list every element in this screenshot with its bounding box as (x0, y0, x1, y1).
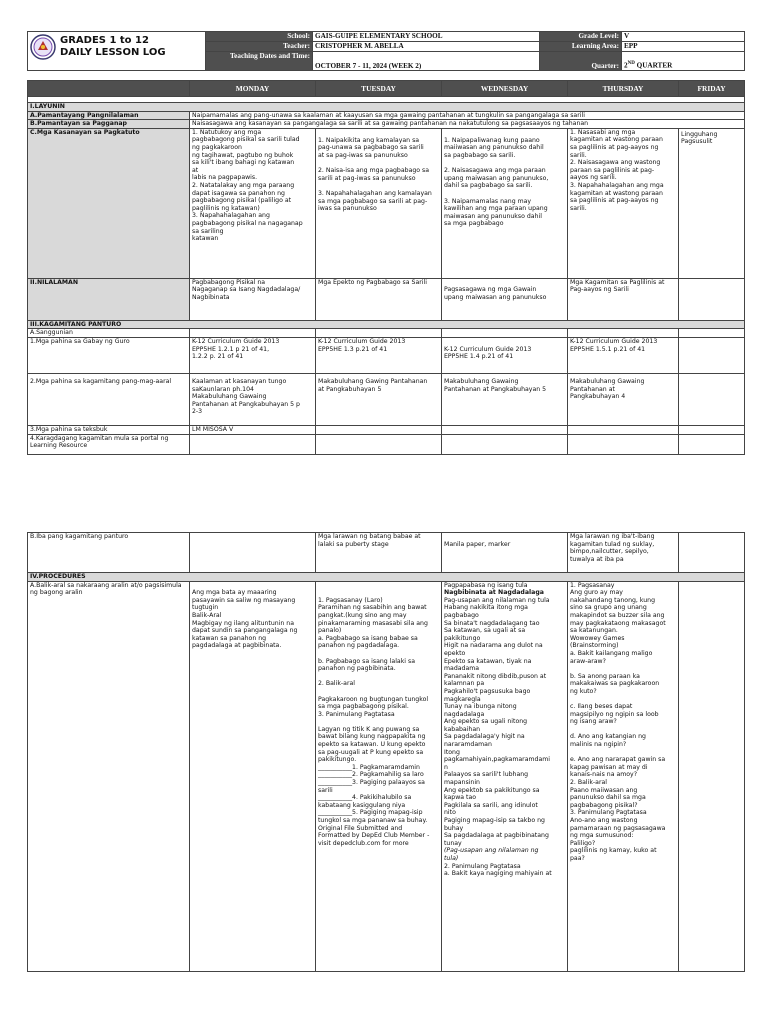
grade-value: V (622, 32, 745, 42)
gabay-guro-monday: K-12 Curriculum Guide 2013 EPP5HE 1.2.1 p 21 of 41, 1.2.2 p. 21 of 41 (190, 337, 316, 373)
kasanayan-friday: Lingguhang Pagsusulit (679, 128, 745, 278)
balik-aral-thursday: 1. Pagsasanay Ang guro ay may nakahandang tanong, kung sino sa grupo ang unang makapindot sa buzzer sila ang may pagkakataong makasagot sa katanungan. Wowowey Games (Brainstorming) a. Bakit kailangang maligo araw-araw? b. Sa anong paraan ka makakaiwas sa pagkakaroon ng kuto? c. Ilang beses dapat magsipilyo ng ngipin sa loob ng isang araw? d. Ano ang katangian ng malinis na ngipin? e. Ano ang nararapat gawin sa kapag pawisan at may di kanais-nais na amoy? 2. Balik-aral Paano maiiwasan ang panunukso dahil sa mga pagbabagong pisikal? 3. Panimulang Pagtatasa Ano-ano ang wastong pamamaraan ng pagsasagawa ng mga sumusunod: Paliligo? paglilinis ng kamay, kuko at paa? (568, 581, 679, 971)
day-wednesday: WEDNESDAY (442, 81, 568, 97)
tula-intro: Pagpapabasa ng isang tula (444, 581, 528, 589)
portal-label: 4.Karagdagang kagamitan mula sa portal ng Learning Resource (28, 434, 190, 454)
day-monday: MONDAY (190, 81, 316, 97)
page-header (27, 31, 744, 71)
day-tuesday: TUESDAY (316, 81, 442, 97)
nilalaman-label: II.NILALAMAN (28, 278, 190, 320)
day-header-row (28, 81, 745, 97)
title-line1: GRADES 1 to 12 (60, 35, 149, 46)
school-label: School: (206, 32, 313, 42)
gabay-guro-friday (679, 337, 745, 373)
kasanayan-row (28, 128, 745, 278)
gabay-guro-wednesday: K-12 Curriculum Guide 2013 EPP5HE 1.4 p.21 of 41 (442, 337, 568, 373)
teksbuk-wednesday (442, 425, 568, 434)
balik-aral-label: A.Balik-aral sa nakaraang aralin at/o pagsisimula ng bagong aralin (28, 581, 190, 971)
pagganap-text: Naisasagawa ang kasanayan sa pangangalaga sa sarili at sa gawaing pantahanan na nakatutulong sa pagsasaayos ng tahanan (190, 120, 745, 129)
iba-pang-kagamitan-monday (190, 533, 316, 573)
area-value: EPP (622, 42, 745, 52)
nilalaman-thursday: Mga Kagamitan sa Paglilinis at Pag-aayos ng Sarili (568, 278, 679, 320)
logo-title-block (28, 32, 206, 71)
school-value: GAIS-GUIPE ELEMENTARY SCHOOL (313, 32, 540, 42)
pamantayang-row (28, 111, 745, 120)
nilalaman-monday: Pagbabagong Pisikal na Nagaganap sa Isang Nagdadalaga/ Nagbibinata (190, 278, 316, 320)
quarter-number: 2 (624, 61, 628, 70)
kasanayan-monday: 1. Natutukoy ang mga pagbabagong pisikal sa sarili tulad ng pagkakaroon ng tagihawat, pagtubo ng buhok sa kili't ibang bahagi ng katawan at labis na pagpapawis. 2. Natatalakay ang mga paraang dapat isagawa sa panahon ng pagbabagong pisikal (paliligo at paglilinis ng katawan) 3. Napahahalagahan ang pagbabagong pisikal na nagaganap sa sariling katawan (190, 128, 316, 278)
kagamitan-heading-row (28, 320, 745, 329)
dates-value: OCTOBER 7 - 11, 2024 (WEEK 2) (313, 52, 540, 71)
balik-aral-row (28, 581, 745, 971)
nilalaman-friday (679, 278, 745, 320)
iba-pang-kagamitan-label: B.Iba pang kagamitang panturo (28, 533, 190, 573)
nilalaman-wednesday: Pagsasagawa ng mga Gawain upang maiwasan ang panunukso (442, 278, 568, 320)
teksbuk-thursday (568, 425, 679, 434)
gabay-guro-thursday: K-12 Curriculum Guide 2013 EPP5HE 1.5.1 p.21 of 41 (568, 337, 679, 373)
tula-body: Pag-usapan ang nilalaman ng tula Habang nakikita itong mga pagbabago Sa binata't nagdadalagang tao Sa katawan, sa ugali at sa pakikitungo Higit na nadarama ang dulot na epekto Epekto sa katawan, tiyak na madadama Pananakit nitong dibdib,puson at kalamnan pa Pagkahilo't pagsusuka bago magkaregla Tunay na ibunga nitong nagdadalaga Ang epekto sa ugali nitong kababaihan Sa pagdadalaga'y higit na nararamdaman Itong pagkamahiyain,pagkamaramdami n Palaayos sa sarili't lubhang mapansinin Ang epektob sa pakikitungo sa kapwa tao Pagkilala sa sarili, ang idinulot nito Pagiging mapag-isip sa takbo ng buhay Sa pagdadalaga at pagbibinatang tunay (444, 596, 550, 847)
iba-pang-kagamitan-wednesday: Manila paper, marker (442, 533, 568, 573)
teksbuk-monday: LM MISOSA V (190, 425, 316, 434)
procedures-heading: IV.PROCEDURES (28, 573, 745, 582)
teksbuk-friday (679, 425, 745, 434)
lesson-table (27, 80, 745, 455)
quarter-label: Quarter: (540, 52, 622, 71)
lesson-table-page1 (27, 80, 744, 455)
tula-note: (Pag-usapan ang nilalaman ng tula) (444, 847, 539, 862)
day-thursday: THURSDAY (568, 81, 679, 97)
iba-pang-kagamitan-friday (679, 533, 745, 573)
lesson-table-continued (27, 532, 745, 972)
nilalaman-row (28, 278, 745, 320)
sanggunian-thursday (568, 329, 679, 338)
sanggunian-label: A.Sanggunian (28, 329, 190, 338)
quarter-value (622, 52, 745, 71)
kasanayan-thursday: 1. Nasasabi ang mga kagamitan at wastong paraan sa paglilinis at pag-aayos ng sarili. 2. Naisasagawa ang wastong paraan sa paglilinis at pag- aayos ng sarili. 3. Napahahalagahan ang mga kagamitan at wastong paraan sa paglilinis at pag-aayos ng sarili. (568, 128, 679, 278)
kagamitang-mag-aaral-wednesday: Makabuluhang Gawaing Pantahanan at Pangkabuhayan 5 (442, 373, 568, 425)
kagamitang-mag-aaral-monday: Kaalaman at kasanayan tungo saKaunlaran ph.104 Makabuluhang Gawaing Pantahanan at Pangkabuhayan 5 p 2-3 (190, 373, 316, 425)
teksbuk-label: 3.Mga pahina sa teksbuk (28, 425, 190, 434)
header-table (27, 31, 745, 71)
procedures-heading-row (28, 573, 745, 582)
iba-pang-kagamitan-row (28, 533, 745, 573)
quarter-text: QUARTER (636, 61, 673, 70)
gabay-guro-label: 1.Mga pahina sa Gabay ng Guro (28, 337, 190, 373)
portal-row (28, 434, 745, 454)
sanggunian-wednesday (442, 329, 568, 338)
pamantayang-text: Naipamamalas ang pang-unawa sa kaalaman at kaayusan sa mga gawaing pantahanan at tungkulin sa pangangalaga sa sarili (190, 111, 745, 120)
dates-label: Teaching Dates and Time: (206, 52, 313, 71)
area-label: Learning Area: (540, 42, 622, 52)
portal-wednesday (442, 434, 568, 454)
teksbuk-row (28, 425, 745, 434)
portal-friday (679, 434, 745, 454)
gabay-guro-row (28, 337, 745, 373)
layunin-heading-row (28, 103, 745, 112)
sanggunian-row (28, 329, 745, 338)
kagamitan-heading: III.KAGAMITANG PANTURO (28, 320, 745, 329)
lesson-table-page2 (27, 532, 744, 972)
iba-pang-kagamitan-thursday: Mga larawan ng iba't-ibang kagamitan tulad ng suklay, bimpo,nailcutter, sepilyo, tuwalya at iba pa (568, 533, 679, 573)
grade-label: Grade Level: (540, 32, 622, 42)
layunin-heading: I.LAYUNIN (28, 103, 745, 112)
teacher-value: CRISTOPHER M. ABELLA (313, 42, 540, 52)
day-corner (28, 81, 190, 97)
balik-aral-friday (679, 581, 745, 971)
pamantayang-label: A.Pamantayang Pangnilalaman (28, 111, 190, 120)
gabay-guro-tuesday: K-12 Curriculum Guide 2013 EPP5HE 1.3 p.21 of 41 (316, 337, 442, 373)
iba-pang-kagamitan-tuesday: Mga larawan ng batang babae at lalaki sa puberty stage (316, 533, 442, 573)
tula-panimulang-pagtatasa: 2. Panimulang Pagtatasa a. Bakit kaya nagiging mahiyain at (444, 862, 552, 878)
tula-title: Nagbibinata at Nagdadalaga (444, 589, 544, 597)
deped-seal-icon (30, 34, 56, 60)
title-line2: DAILY LESSON LOG (60, 47, 166, 58)
teksbuk-tuesday (316, 425, 442, 434)
pagganap-label: B.Pamantayan sa Pagganap (28, 120, 190, 129)
kasanayan-wednesday: 1. Naipapaliwanag kung paano maiiwasan ang panunukso dahil sa pagbabago sa sarili. 2. Naisasagawa ang mga paraan upang maiwasan ang panunukso, dahil sa pagbabago sa sarili. 3. Naipamamalas nang may kawilihan ang mga paraan upang maiwasan ang panunukso dahil sa mga pagbabago (442, 128, 568, 278)
teacher-label: Teacher: (206, 42, 313, 52)
sanggunian-tuesday (316, 329, 442, 338)
kagamitang-mag-aaral-label: 2.Mga pahina sa kagamitang pang-mag-aaral (28, 373, 190, 425)
pagganap-row (28, 120, 745, 129)
kagamitang-mag-aaral-thursday: Makabuluhang Gawaing Pantahanan at Pangkabuhayan 4 (568, 373, 679, 425)
kasanayan-label: C.Mga Kasanayan sa Pagkatuto (28, 128, 190, 278)
nilalaman-tuesday: Mga Epekto ng Pagbabago sa Sarili (316, 278, 442, 320)
balik-aral-wednesday (442, 581, 568, 971)
day-friday: FRIDAY (679, 81, 745, 97)
quarter-suffix: ND (627, 61, 635, 67)
portal-tuesday (316, 434, 442, 454)
balik-aral-monday: Ang mga bata ay maaaring pasayawin sa saliw ng masayang tugtugin Balik-Aral Magbigay ng ilang alituntunin na dapat sundin sa pangangalaga ng katawan sa panahon ng pagdadalaga at pagbibinata. (190, 581, 316, 971)
kasanayan-tuesday: 1. Naipakikita ang kamalayan sa pag-unawa sa pagbabago sa sarili at sa pag-iwas sa panunukso 2. Naisa-isa ang mga pagbabago sa sarili at pag-iwas sa panunukso 3. Napahahalagahan ang kamalayan sa mga pagbabago sa sarili at pag- iwas sa panunukso (316, 128, 442, 278)
kagamitang-mag-aaral-friday (679, 373, 745, 425)
portal-thursday (568, 434, 679, 454)
kagamitang-mag-aaral-tuesday: Makabuluhang Gawing Pantahanan at Pangkabuhayan 5 (316, 373, 442, 425)
sanggunian-monday (190, 329, 316, 338)
balik-aral-tuesday: 1. Pagsasanay (Laro) Paramihan ng sasabihin ang bawat pangkat.(kung sino ang may pinakamaraming masasabi sila ang panalo) a. Pagbabago sa isang babae sa panahon ng pagdadalaga. b. Pagbabago sa isang lalaki sa panahon ng pagbibinata. 2. Balik-aral Pagkakaroon ng bugtungan tungkol sa mga pagbabagong pisikal. 3. Panimulang Pagtatasa Lagyan ng titik K ang puwang sa bawat bilang kung nagpapakita ng epekto sa katawan. U kung epekto sa pag-uugali at P kung epekto sa pakikitungo. ___________1. Pagkamaramdamin ___________2. Pagkamahilig sa laro ___________3. Pagiging palaayos sa sarili ___________4. Pakikihalubilo sa kabataang kasiggulang niya ___________5. Pagiging mapag-isip tungkol sa mga pananaw sa buhay. Original File Submitted and Formatted by DepEd Club Member - visit depedclub.com for more (316, 581, 442, 971)
kagamitang-mag-aaral-row (28, 373, 745, 425)
sanggunian-friday (679, 329, 745, 338)
portal-monday (190, 434, 316, 454)
